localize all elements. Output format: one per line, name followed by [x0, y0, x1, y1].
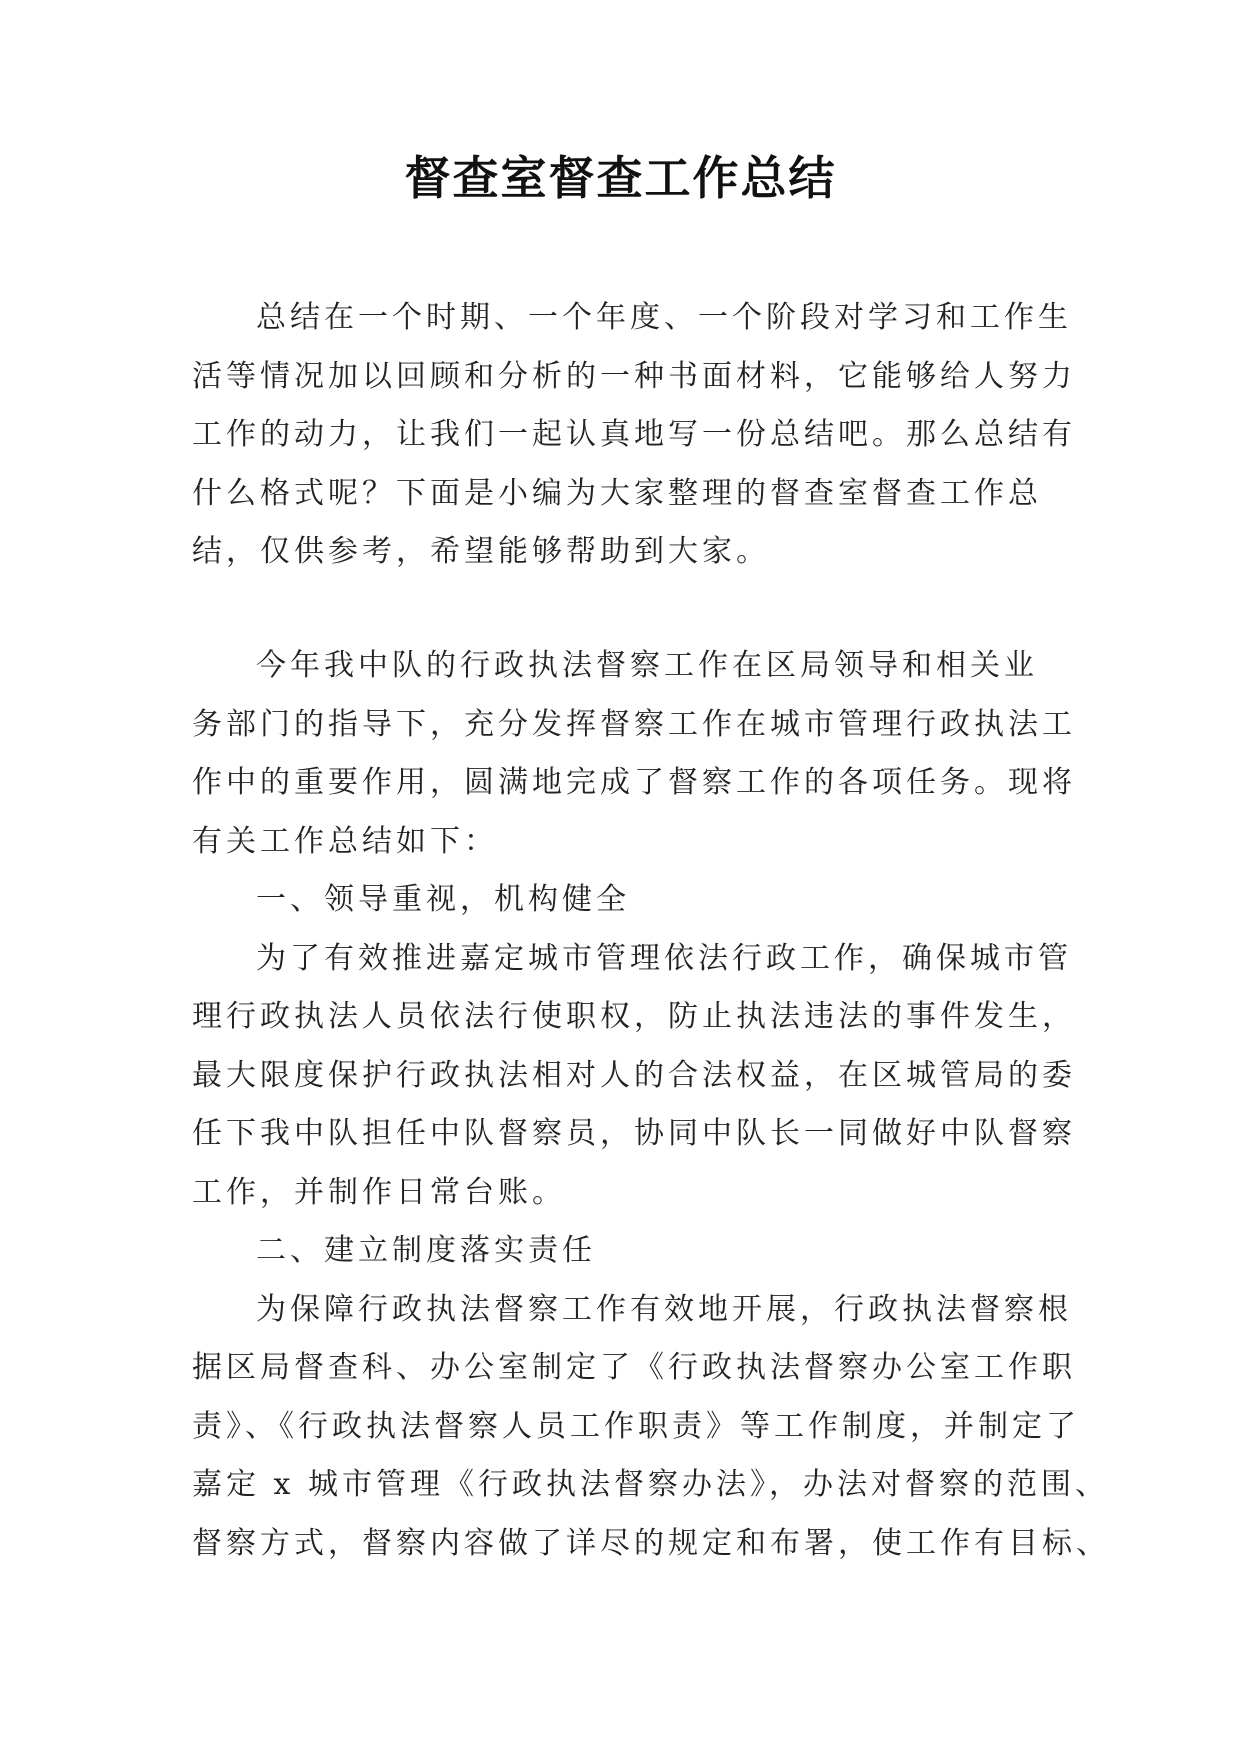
- body-line: 最大限度保护行政执法相对人的合法权益，在区城管局的委: [192, 1057, 1076, 1093]
- intro-line: 结，仅供参考，希望能够帮助到大家。: [192, 534, 770, 569]
- body-line: 据区局督查科、办公室制定了《行政执法督察办公室工作职: [192, 1350, 1076, 1385]
- body-line: 今年我中队的行政执法督察工作在区局领导和相关业: [256, 648, 1038, 683]
- intro-paragraph: [192, 289, 1076, 582]
- intro-line: 总结在一个时期、一个年度、一个阶段对学习和工作生: [256, 300, 1072, 335]
- body-line: 作中的重要作用，圆满地完成了督察工作的各项任务。现将: [192, 765, 1076, 800]
- body-line: 务部门的指导下，充分发挥督察工作在城市管理行政执法工: [192, 706, 1076, 742]
- intro-line: 工作的动力，让我们一起认真地写一份总结吧。那么总结有: [192, 417, 1076, 452]
- body-line: 为保障行政执法督察工作有效地开展，行政执法督察根: [256, 1291, 1072, 1327]
- body-line: 督察方式，督察内容做了详尽的规定和布署，使工作有目标、: [192, 1525, 1110, 1561]
- body-line: 任下我中队担任中队督察员，协同中队长一同做好中队督察: [192, 1116, 1076, 1151]
- document-title: 督查室督查工作总结: [404, 151, 837, 205]
- section-heading-1: 一、领导重视，机构健全: [256, 882, 630, 917]
- body-line: 为了有效推进嘉定城市管理依法行政工作，确保城市管: [256, 940, 1072, 976]
- body-line: 责》、《行政执法督察人员工作职责》等工作制度，并制定了: [192, 1408, 1080, 1444]
- body-line: 工作，并制作日常台账。: [192, 1174, 566, 1210]
- body-line: 嘉定 x 城市管理《行政执法督察办法》，办法对督察的范围、: [192, 1467, 1109, 1502]
- body-line: 理行政执法人员依法行使职权，防止执法违法的事件发生，: [192, 999, 1076, 1034]
- main-content: [192, 637, 1110, 1573]
- section-heading-2: 二、建立制度落实责任: [256, 1233, 596, 1268]
- intro-line: 活等情况加以回顾和分析的一种书面材料，它能够给人努力: [192, 358, 1076, 394]
- body-line: 有关工作总结如下：: [192, 823, 498, 859]
- intro-line: 什么格式呢？下面是小编为大家整理的督查室督查工作总: [192, 475, 1042, 511]
